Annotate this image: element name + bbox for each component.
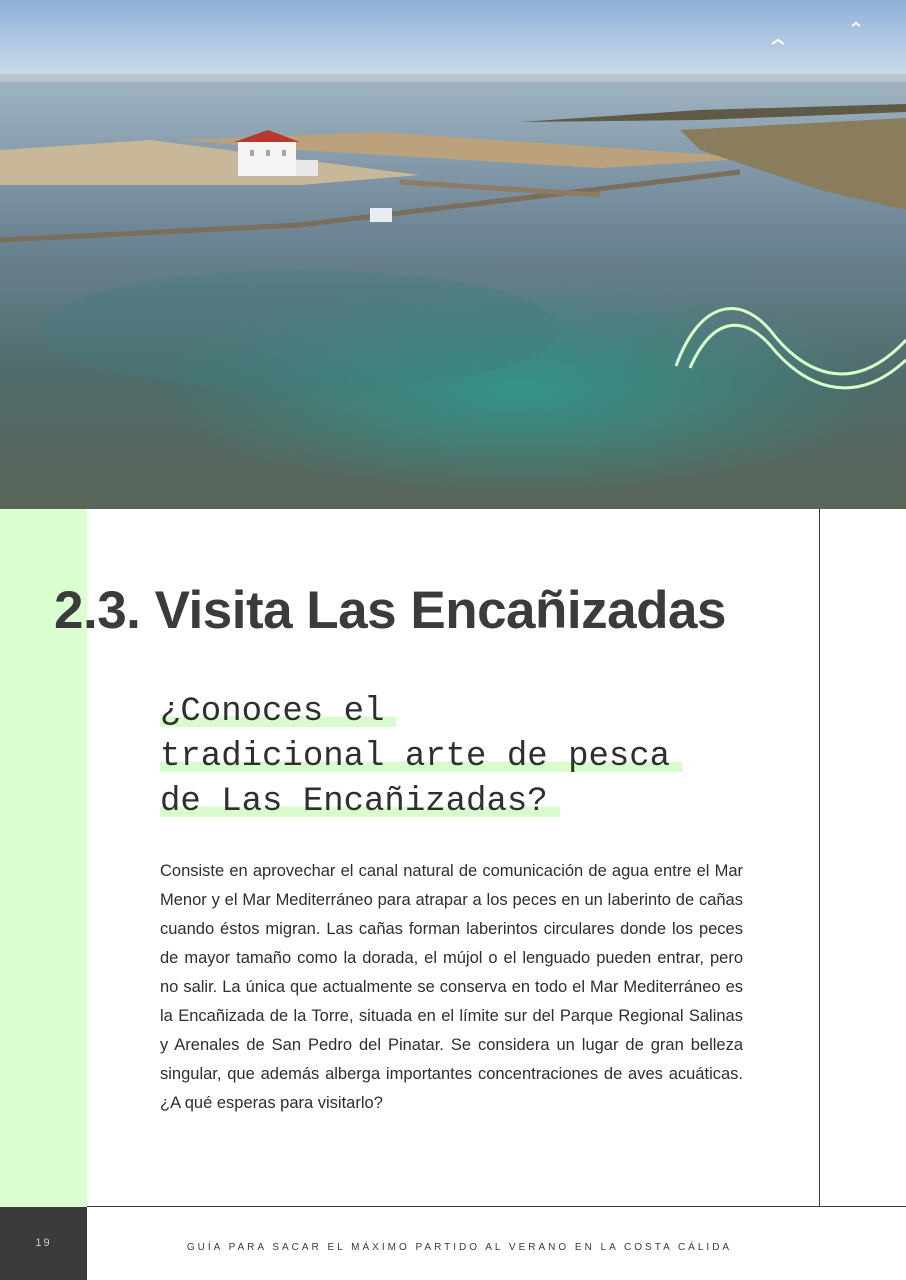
question-line-1: ¿Conoces el: [160, 693, 396, 731]
footer-divider-line: [87, 1206, 906, 1207]
footer-guide-title: GUÍA PARA SACAR EL MÁXIMO PARTIDO AL VERANO EN LA COSTA CÁLIDA: [186, 1242, 733, 1253]
hero-photo: [0, 0, 906, 509]
lagoon-landscape-illustration: [0, 0, 906, 509]
intro-question: [160, 690, 780, 825]
question-line-2: tradicional arte de pesca: [160, 738, 682, 776]
body-paragraph: Consiste en aprovechar el canal natural de comunicación de agua entre el Mar Menor y el Mar Mediterráneo para atrapar a los peces en un laberinto de cañas cuando éstos migran. Las cañas forman laberintos circulares donde los peces de mayor tamaño como la dorada, el mújol o el lenguado pueden entrar, pero no salir. La única que actualmente se conserva en todo el Mar Mediterráneo es la Encañizada de la Torre, situada en el límite sur del Parque Regional Salinas y Arenales de San Pedro del Pinatar. Se considera un lugar de gran belleza singular, que además alberga importantes concentraciones de aves acuáticas. ¿A qué esperas para visitarlo?: [160, 862, 743, 1112]
right-divider-line: [819, 509, 820, 1207]
question-line-3: de Las Encañizadas?: [160, 783, 560, 821]
section-title: 2.3. Visita Las Encañizadas: [54, 581, 726, 640]
page-number: 19: [35, 1237, 52, 1249]
